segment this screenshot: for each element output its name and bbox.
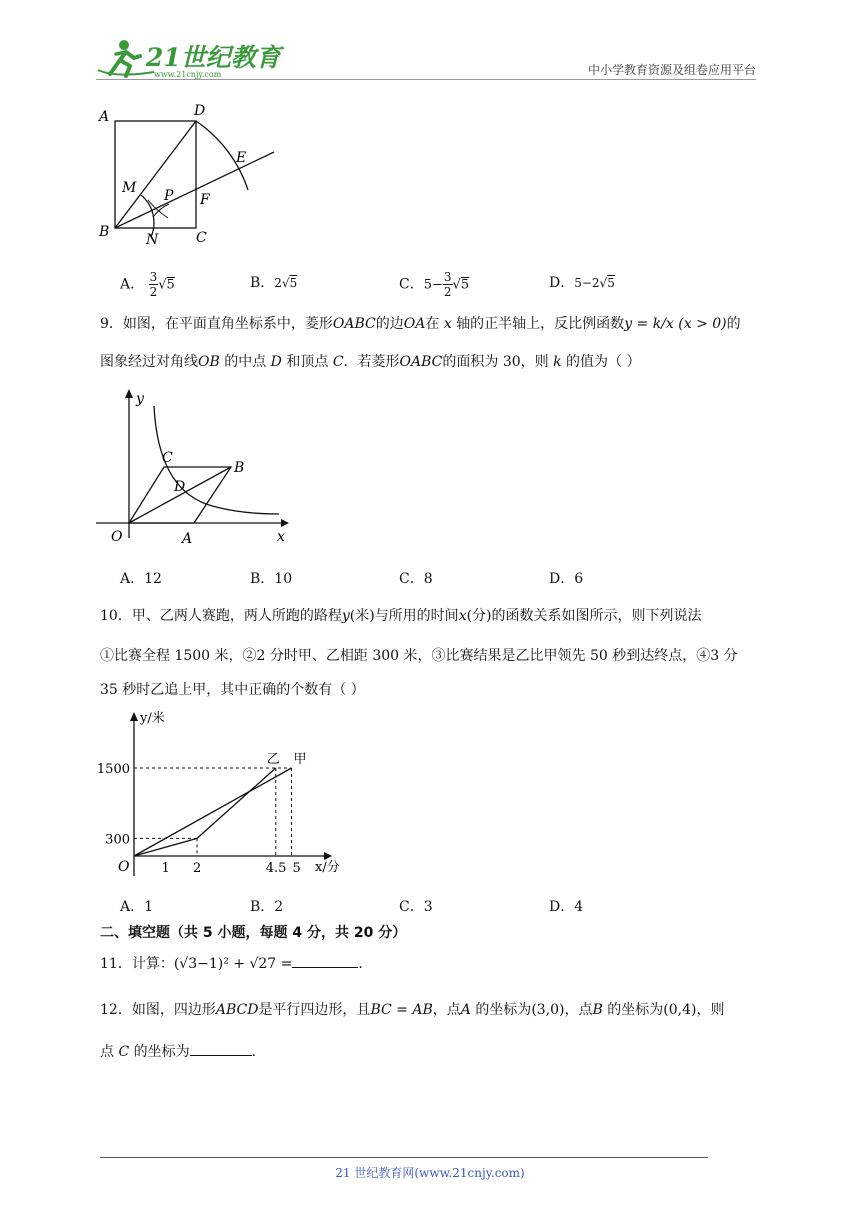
q8-label-d: D (194, 103, 206, 119)
q8-label-b: B (99, 224, 110, 240)
q8-label-c: C (196, 230, 207, 246)
svg-text:www.21cnjy.com: www.21cnjy.com (154, 70, 222, 79)
q9-option-a[interactable]: A．12 (120, 571, 162, 587)
q9-function: y = k/x (x > 0) (624, 316, 727, 332)
q9-option-d[interactable]: D．6 (549, 571, 584, 587)
series-line-2 (134, 768, 276, 856)
svg-text:21世纪教育: 21世纪教育 (146, 43, 281, 72)
q8-option-a[interactable]: A． 3 2√5 (120, 270, 175, 299)
q9-label-y: y (136, 391, 144, 407)
q9-label-c: C (162, 450, 173, 466)
q8-figure (96, 100, 286, 250)
x-tick-label-2: 2 (193, 861, 202, 876)
q9-option-c[interactable]: C．8 (399, 571, 433, 587)
q10-option-c[interactable]: C．3 (399, 899, 433, 915)
q8-label-m: M (122, 180, 137, 196)
q12-answer-blank[interactable] (190, 1040, 252, 1056)
q11-stem: 11．计算：(√3−1)² + √27 = . (100, 952, 760, 976)
q10-stem-line1: 10．甲、乙两人赛跑，两人所跑的路程y(米)与所用的时间x(分)的函数关系如图所示，则下列说法 (100, 608, 702, 624)
chart-y-axis-arrow (130, 712, 138, 721)
x-tick-label-4: 5 (292, 861, 301, 876)
q9-label-d: D (174, 479, 186, 495)
q12-stem-line1: 12．如图，四边形ABCD是平行四边形，且BC = AB，点A 的坐标为(3,0)，点B 的坐标为(0,4)，则 (100, 1002, 725, 1018)
q9-label-b: B (234, 460, 245, 476)
footer-divider (100, 1157, 708, 1158)
q8-label-p: P (164, 188, 174, 204)
chart-origin: O (118, 859, 130, 875)
q8-label-f: F (200, 192, 210, 208)
header-divider (96, 79, 756, 80)
q9-label-x: x (277, 529, 285, 545)
chart-xlabel: x/分 (315, 860, 340, 875)
q10-stem-line3: 35 秒时乙追上甲，其中正确的个数有（ ） (100, 682, 365, 698)
q10-option-d[interactable]: D．4 (549, 899, 584, 915)
y-tick-label-2: 1500 (96, 762, 130, 777)
series-label-2: 乙 (266, 752, 280, 767)
q8-option-d[interactable]: D．5−2√5 (549, 275, 615, 291)
series-line-1 (134, 768, 292, 856)
q10-option-a[interactable]: A．1 (120, 899, 154, 915)
section-2-title: 二、填空题（共 5 小题，每题 4 分，共 20 分） (100, 925, 407, 941)
x-tick-label-1: 1 (161, 861, 170, 876)
q9-option-b[interactable]: B．10 (250, 571, 293, 587)
q9-label-o: O (111, 529, 123, 545)
runner-logo-icon (96, 36, 281, 80)
q8-label-a: A (99, 109, 110, 125)
q9-label-a: A (182, 531, 193, 547)
series-label-1: 甲 (293, 752, 307, 767)
footer-text: 21 世纪教育网(www.21cnjy.com) (335, 1166, 525, 1180)
y-tick-label-1: 300 (105, 832, 130, 848)
q9-stem-line1: 9．如图，在平面直角坐标系中，菱形OABC的边OA在 x 轴的正半轴上，反比例函数y = k/x (x > 0)的 (100, 316, 741, 332)
q11-expression: (√3−1)² + √27 = (173, 956, 293, 972)
x-tick-label-3: 4.5 (265, 861, 287, 876)
q8-label-e: E (236, 150, 247, 166)
q8-option-c[interactable]: C．5−3 2√5 (399, 270, 470, 299)
q9-figure (96, 386, 296, 546)
chart-ylabel: y/米 (140, 711, 165, 726)
q12-stem-line2: 点 C 的坐标为 . (100, 1040, 760, 1064)
q9-stem-line2: 图象经过对角线OB 的中点 D 和顶点 C．若菱形OABC的面积为 30，则 k 的值为（ ） (100, 354, 641, 370)
chart-x-axis-arrow (324, 852, 332, 860)
q8-option-b[interactable]: B．2√5 (250, 275, 298, 291)
q10-chart (96, 706, 356, 882)
q11-answer-blank[interactable] (292, 952, 358, 968)
q10-stem-line2: ①比赛全程 1500 米，②2 分时甲、乙相距 300 米，③比赛结果是乙比甲领先 50 秒到达终点，④3 分 (100, 648, 738, 664)
site-logo (96, 36, 281, 80)
q10-option-b[interactable]: B．2 (250, 899, 284, 915)
site-label: 中小学教育资源及组卷应用平台 (587, 63, 756, 77)
q8-label-n: N (146, 232, 159, 248)
